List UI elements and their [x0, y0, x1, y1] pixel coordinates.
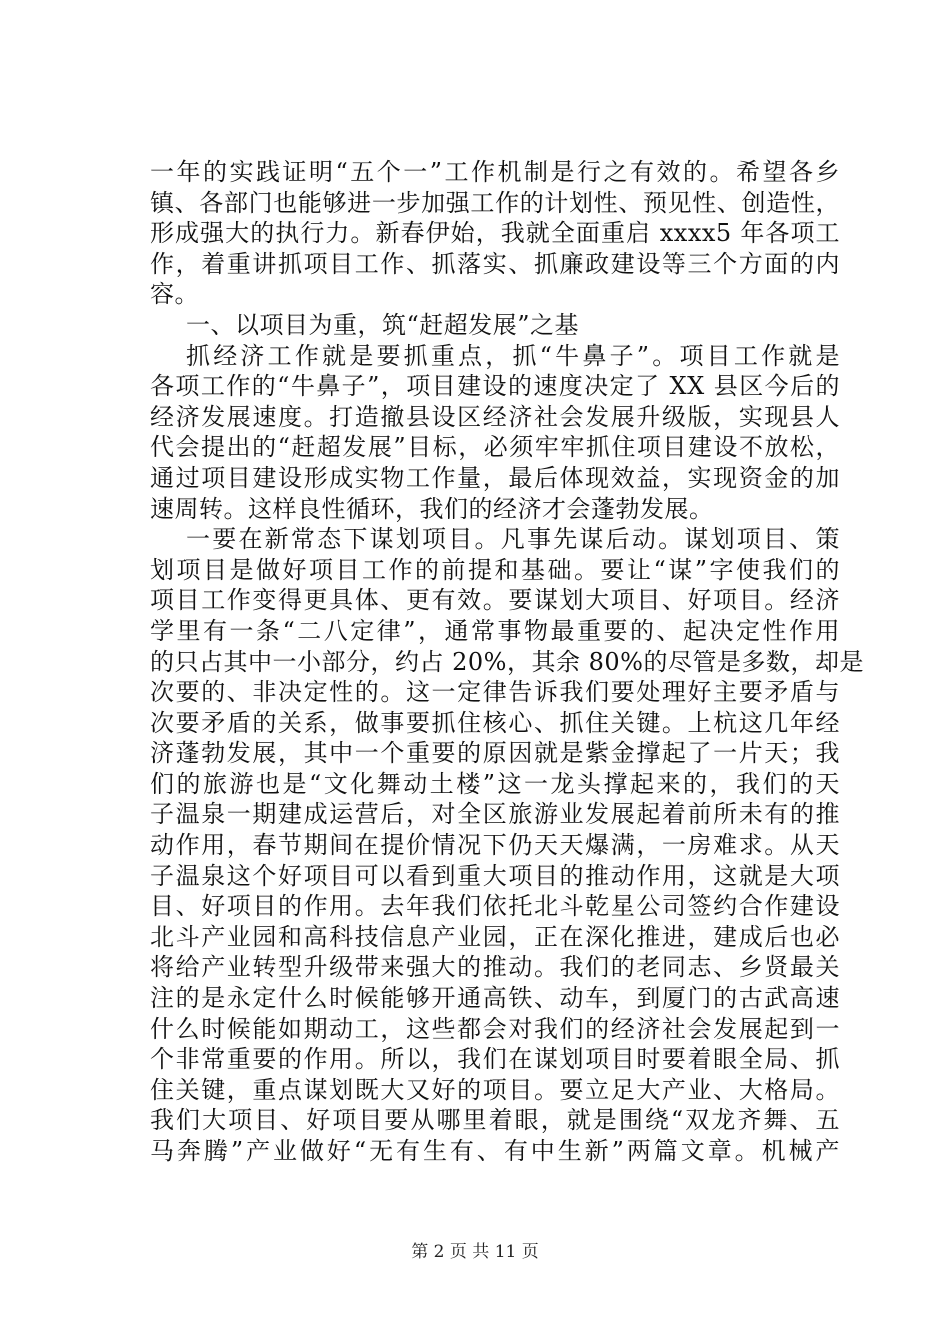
document-body: [150, 157, 864, 1167]
text-line: 抓经济工作就是要抓重点，抓“牛鼻子”。项目工作就是: [186, 341, 840, 370]
text-line: 各项工作的“牛鼻子”，项目建设的速度决定了 XX 县区今后的: [150, 372, 840, 401]
text-line: 目、好项目的作用。去年我们依托北斗乾星公司签约合作建设: [150, 892, 840, 921]
text-line: 次要的、非决定性的。这一定律告诉我们要处理好主要矛盾与: [150, 678, 840, 707]
text-line: 什么时候能如期动工，这些都会对我们的经济社会发展起到一: [150, 1014, 840, 1043]
section-heading: 一、以项目为重，筑“赶超发展”之基: [186, 310, 580, 339]
text-line: 子温泉一期建成运营后，对全区旅游业发展起着前所未有的推: [150, 800, 840, 829]
text-line: 注的是永定什么时候能够开通高铁、动车，到厦门的古武高速: [150, 984, 840, 1013]
text-line: 济蓬勃发展，其中一个重要的原因就是紫金撑起了一片天；我: [150, 739, 840, 768]
text-line: 作，着重讲抓项目工作、抓落实、抓廉政建设等三个方面的内: [150, 249, 840, 278]
text-line: 子温泉这个好项目可以看到重大项目的推动作用，这就是大项: [150, 861, 840, 890]
text-line: 将给产业转型升级带来强大的推动。我们的老同志、乡贤最关: [150, 953, 840, 982]
text-line: 北斗产业园和高科技信息产业园，正在深化推进，建成后也必: [150, 922, 840, 951]
text-line: 动作用，春节期间在提价情况下仍天天爆满，一房难求。从天: [150, 831, 840, 860]
text-line: 通过项目建设形成实物工作量，最后体现效益，实现资金的加: [150, 463, 840, 492]
text-line: 划项目是做好项目工作的前提和基础。要让“谋”字使我们的: [150, 555, 840, 584]
text-line: 容。: [150, 280, 199, 309]
text-line: 的只占其中一小部分，约占 20%，其余 80%的尽管是多数，却是: [150, 647, 864, 676]
text-line: 个非常重要的作用。所以，我们在谋划项目时要着眼全局、抓: [150, 1045, 840, 1074]
text-line: 项目工作变得更具体、更有效。要谋划大项目、好项目。经济: [150, 586, 840, 615]
text-line: 次要矛盾的关系，做事要抓住核心、抓住关键。上杭这几年经: [150, 708, 840, 737]
text-line: 形成强大的执行力。新春伊始，我就全面重启 xxxx5 年各项工: [150, 219, 840, 248]
text-line: 我们大项目、好项目要从哪里着眼，就是围绕“双龙齐舞、五: [150, 1106, 840, 1135]
page-number: 第 2 页 共 11 页: [411, 1242, 539, 1262]
text-line: 代会提出的“赶超发展”目标，必须牢牢抓住项目建设不放松，: [150, 433, 840, 462]
text-line: 经济发展速度。打造撤县设区经济社会发展升级版，实现县人: [150, 402, 840, 431]
text-line: 马奔腾”产业做好“无有生有、有中生新”两篇文章。机械产: [150, 1137, 840, 1165]
page-footer: [0, 1240, 950, 1264]
text-line: 速周转。这样良性循环，我们的经济才会蓬勃发展。: [150, 494, 714, 523]
text-line: 一要在新常态下谋划项目。凡事先谋后动。谋划项目、策: [186, 525, 840, 554]
text-line: 学里有一条“二八定律”，通常事物最重要的、起决定性作用: [150, 616, 840, 645]
text-line: 一年的实践证明“五个一”工作机制是行之有效的。希望各乡: [150, 158, 840, 186]
text-line: 住关键，重点谋划既大又好的项目。要立足大产业、大格局。: [150, 1075, 840, 1104]
text-line: 们的旅游也是“文化舞动土楼”这一龙头撑起来的，我们的天: [150, 769, 840, 798]
text-line: 镇、各部门也能够进一步加强工作的计划性、预见性、创造性，: [150, 188, 840, 217]
